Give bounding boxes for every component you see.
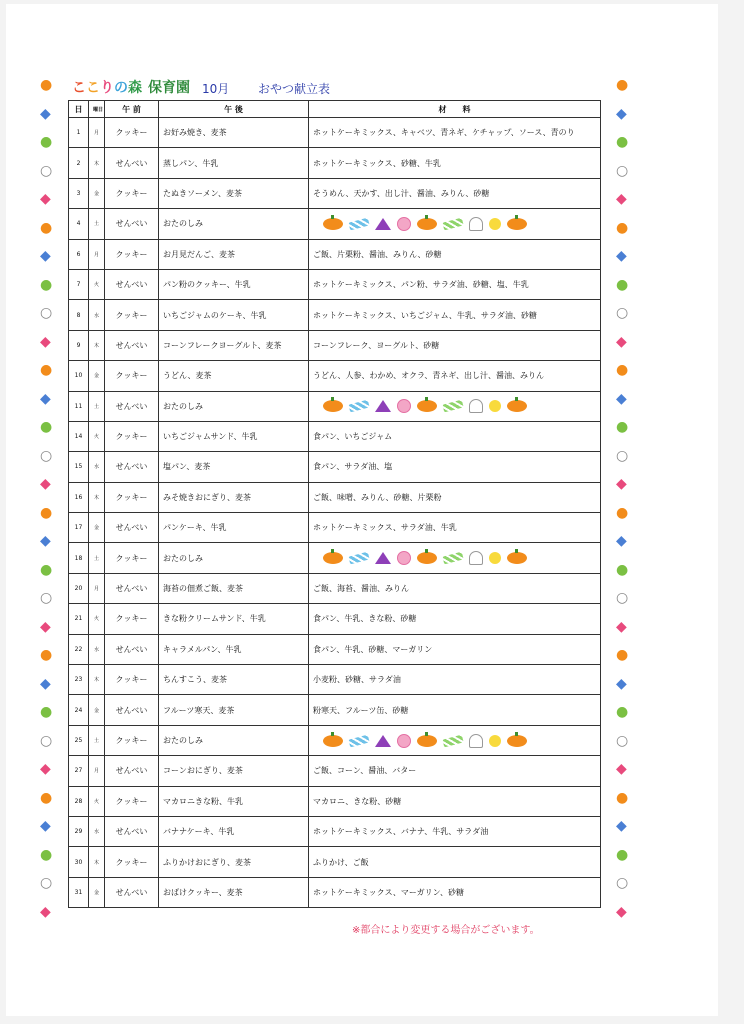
date-cell: 9 — [69, 330, 89, 360]
pumpkin-icon — [507, 552, 527, 564]
pumpkin-icon — [507, 218, 527, 230]
ingredients-cell: ご飯、片栗粉、醤油、みりん、砂糖 — [309, 239, 601, 269]
table-row — [69, 391, 601, 421]
lollipop-icon: ● — [616, 134, 629, 150]
witch-hat-icon — [375, 735, 391, 747]
pm-snack-cell: パンケーキ、牛乳 — [159, 513, 309, 543]
weekday-cell: 木 — [89, 148, 105, 178]
pumpkin-icon: ● — [616, 77, 629, 93]
date-cell: 15 — [69, 452, 89, 482]
weekday-cell: 水 — [89, 300, 105, 330]
candy-icon: ◆ — [616, 191, 627, 207]
pm-snack-cell: おたのしみ — [159, 725, 309, 755]
am-snack-cell: クッキー — [105, 178, 159, 208]
ingredients-cell: ご飯、海苔、醤油、みりん — [309, 573, 601, 603]
am-snack-cell: せんべい — [105, 816, 159, 846]
am-snack-cell: せんべい — [105, 391, 159, 421]
pm-snack-cell: 蒸しパン、牛乳 — [159, 148, 309, 178]
pm-snack-cell: フルーツ寒天、麦茶 — [159, 695, 309, 725]
pm-snack-cell: マカロニきな粉、牛乳 — [159, 786, 309, 816]
table-row — [69, 361, 601, 391]
pm-snack-cell: パン粉のクッキー、牛乳 — [159, 269, 309, 299]
pumpkin-icon — [323, 400, 343, 412]
witch-hat-icon: ◆ — [40, 105, 51, 122]
weekday-cell: 土 — [89, 725, 105, 755]
am-snack-cell: クッキー — [105, 543, 159, 573]
table-row — [69, 421, 601, 451]
pm-snack-cell: バナナケーキ、牛乳 — [159, 816, 309, 846]
pumpkin-icon: ● — [40, 362, 53, 378]
ingredients-cell: そうめん、天かす、出し汁、醤油、みりん、砂糖 — [309, 178, 601, 208]
date-cell: 18 — [69, 543, 89, 573]
candy-icon: ◆ — [616, 618, 627, 635]
date-cell: 29 — [69, 816, 89, 846]
pm-snack-cell: 海苔の佃煮ご飯、麦茶 — [159, 573, 309, 603]
ingredients-cell: 食パン、牛乳、きな粉、砂糖 — [309, 604, 601, 634]
page-title: おやつ献立表 — [258, 82, 331, 96]
ingredients-cell — [309, 391, 601, 421]
ingredients-cell: コーンフレーク、ヨーグルト、砂糖 — [309, 330, 601, 360]
am-snack-cell: せんべい — [105, 756, 159, 786]
ingredients-cell: ホットケーキミックス、サラダ油、牛乳 — [309, 513, 601, 543]
witch-hat-icon: ◆ — [616, 818, 627, 834]
lollipop-icon — [489, 400, 501, 412]
table-row — [69, 756, 601, 786]
weekday-cell: 水 — [89, 452, 105, 482]
brand-logo — [72, 76, 190, 98]
am-snack-cell: クッキー — [105, 361, 159, 391]
ingredients-cell: ご飯、味噌、みりん、砂糖、片栗粉 — [309, 482, 601, 512]
weekday-cell: 月 — [89, 118, 105, 148]
candy-icon: ◆ — [616, 903, 627, 920]
halloween-decoration — [313, 734, 596, 748]
candy-icon — [348, 552, 369, 565]
candy-icon: ◆ — [40, 333, 51, 350]
date-cell: 17 — [69, 513, 89, 543]
table-row — [69, 239, 601, 269]
date-cell: 23 — [69, 665, 89, 695]
date-cell: 2 — [69, 148, 89, 178]
am-snack-cell: クッキー — [105, 604, 159, 634]
pumpkin-icon: ● — [616, 647, 629, 663]
ghost-icon: ○ — [616, 732, 629, 749]
pm-snack-cell: いちごジャムのケーキ、牛乳 — [159, 300, 309, 330]
am-snack-cell: せんべい — [105, 209, 159, 239]
weekday-cell: 金 — [89, 513, 105, 543]
pm-snack-cell: 塩パン、麦茶 — [159, 452, 309, 482]
lollipop-icon — [489, 735, 501, 747]
date-cell: 7 — [69, 269, 89, 299]
ghost-icon: ○ — [40, 875, 53, 891]
weekday-cell: 火 — [89, 604, 105, 634]
am-snack-cell: クッキー — [105, 239, 159, 269]
pm-snack-cell: ちんすこう、麦茶 — [159, 665, 309, 695]
date-cell: 28 — [69, 786, 89, 816]
lollipop-icon — [489, 218, 501, 230]
date-cell: 1 — [69, 118, 89, 148]
am-snack-cell: せんべい — [105, 877, 159, 907]
ingredients-cell: 粉寒天、フルーツ缶、砂糖 — [309, 695, 601, 725]
pumpkin-icon: ● — [616, 219, 629, 236]
date-cell: 11 — [69, 391, 89, 421]
date-cell: 30 — [69, 847, 89, 877]
ghost-icon: ○ — [40, 590, 53, 606]
pumpkin-icon — [417, 218, 437, 230]
candy-icon: ◆ — [40, 618, 51, 635]
ingredients-cell: 小麦粉、砂糖、サラダ油 — [309, 665, 601, 695]
weekday-cell: 金 — [89, 877, 105, 907]
brand-char: の — [114, 80, 128, 96]
am-snack-cell: せんべい — [105, 513, 159, 543]
ghost-icon: ○ — [40, 162, 53, 179]
pumpkin-icon: ● — [616, 362, 629, 378]
change-notice: ※都合により変更する場合がございます。 — [352, 925, 540, 936]
header-ingredients: 材 料 — [309, 101, 601, 118]
pm-snack-cell: みそ焼きおにぎり、麦茶 — [159, 482, 309, 512]
candy-icon: ◆ — [616, 333, 627, 350]
month-label: 10月 — [202, 82, 230, 96]
candy-icon: ◆ — [40, 191, 51, 207]
pumpkin-icon — [323, 218, 343, 230]
witch-hat-icon: ◆ — [40, 818, 51, 834]
brand-sub: 保育園 — [148, 80, 190, 96]
witch-hat-icon: ◆ — [616, 105, 627, 122]
brand-char: こ — [72, 80, 86, 96]
lollipop-icon: ● — [40, 704, 53, 720]
candy-icon: ◆ — [616, 761, 627, 777]
snack-menu-table — [68, 100, 601, 908]
table-row — [69, 847, 601, 877]
pumpkin-icon: ● — [40, 219, 53, 236]
date-cell: 21 — [69, 604, 89, 634]
lollipop-icon: ● — [616, 419, 629, 435]
lollipop-icon — [397, 399, 411, 413]
lollipop-icon — [489, 552, 501, 564]
ghost-icon: ○ — [40, 732, 53, 749]
halloween-decoration — [313, 217, 596, 231]
am-snack-cell: せんべい — [105, 148, 159, 178]
weekday-cell: 火 — [89, 269, 105, 299]
ingredients-cell: 食パン、サラダ油、塩 — [309, 452, 601, 482]
pumpkin-icon — [417, 400, 437, 412]
witch-hat-icon: ◆ — [616, 248, 627, 264]
lollipop-icon: ● — [616, 561, 629, 578]
candy-icon — [442, 734, 463, 747]
ingredients-cell: ホットケーキミックス、いちごジャム、牛乳、サラダ油、砂糖 — [309, 300, 601, 330]
lollipop-icon — [397, 734, 411, 748]
ingredients-cell: ホットケーキミックス、パン粉、サラダ油、砂糖、塩、牛乳 — [309, 269, 601, 299]
ingredients-cell: ホットケーキミックス、砂糖、牛乳 — [309, 148, 601, 178]
pumpkin-icon: ● — [40, 647, 53, 663]
am-snack-cell: せんべい — [105, 634, 159, 664]
table-row — [69, 725, 601, 755]
weekday-cell: 木 — [89, 482, 105, 512]
table-row — [69, 786, 601, 816]
lollipop-icon — [397, 217, 411, 231]
table-row — [69, 300, 601, 330]
am-snack-cell: クッキー — [105, 300, 159, 330]
am-snack-cell: クッキー — [105, 786, 159, 816]
halloween-decoration — [313, 551, 596, 565]
table-row — [69, 269, 601, 299]
pm-snack-cell: コーンフレークヨーグルト、麦茶 — [159, 330, 309, 360]
witch-hat-icon — [375, 218, 391, 230]
ingredients-cell: ご飯、コーン、醤油、バター — [309, 756, 601, 786]
ingredients-cell — [309, 725, 601, 755]
ingredients-cell: ホットケーキミックス、バナナ、牛乳、サラダ油 — [309, 816, 601, 846]
table-row — [69, 543, 601, 573]
ingredients-cell: 食パン、牛乳、砂糖、マーガリン — [309, 634, 601, 664]
date-cell: 16 — [69, 482, 89, 512]
pumpkin-icon: ● — [40, 77, 53, 93]
date-cell: 25 — [69, 725, 89, 755]
table-row — [69, 695, 601, 725]
weekday-cell: 水 — [89, 816, 105, 846]
weekday-cell: 月 — [89, 239, 105, 269]
table-row — [69, 634, 601, 664]
witch-hat-icon: ◆ — [616, 390, 627, 407]
header-weekday: 曜日 — [89, 101, 105, 118]
weekday-cell: 土 — [89, 209, 105, 239]
header-date: 日 — [69, 101, 89, 118]
date-cell: 8 — [69, 300, 89, 330]
witch-hat-icon: ◆ — [40, 675, 51, 692]
am-snack-cell: クッキー — [105, 118, 159, 148]
date-cell: 14 — [69, 421, 89, 451]
table-row — [69, 816, 601, 846]
date-cell: 4 — [69, 209, 89, 239]
pumpkin-icon: ● — [40, 504, 53, 521]
pumpkin-icon — [507, 735, 527, 747]
table-row — [69, 209, 601, 239]
pm-snack-cell: お月見だんご、麦茶 — [159, 239, 309, 269]
ghost-icon: ○ — [616, 305, 629, 321]
weekday-cell: 金 — [89, 178, 105, 208]
pm-snack-cell: おばけクッキー、麦茶 — [159, 877, 309, 907]
am-snack-cell: クッキー — [105, 725, 159, 755]
pm-snack-cell: おたのしみ — [159, 543, 309, 573]
date-cell: 3 — [69, 178, 89, 208]
pumpkin-icon: ● — [40, 789, 53, 806]
witch-hat-icon: ◆ — [40, 248, 51, 264]
table-row — [69, 482, 601, 512]
pumpkin-icon: ● — [616, 789, 629, 806]
ghost-icon: ○ — [616, 590, 629, 606]
pumpkin-icon — [507, 400, 527, 412]
pm-snack-cell: キャラメルパン、牛乳 — [159, 634, 309, 664]
lollipop-icon: ● — [616, 704, 629, 720]
candy-icon — [348, 734, 369, 747]
weekday-cell: 月 — [89, 573, 105, 603]
ingredients-cell: ふりかけ、ご飯 — [309, 847, 601, 877]
lollipop-icon — [397, 551, 411, 565]
date-cell: 6 — [69, 239, 89, 269]
weekday-cell: 火 — [89, 786, 105, 816]
pm-snack-cell: いちごジャムサンド、牛乳 — [159, 421, 309, 451]
header-am: 午 前 — [105, 101, 159, 118]
candy-icon: ◆ — [40, 903, 51, 920]
lollipop-icon: ● — [40, 846, 53, 863]
pm-snack-cell: ふりかけおにぎり、麦茶 — [159, 847, 309, 877]
date-cell: 27 — [69, 756, 89, 786]
weekday-cell: 木 — [89, 330, 105, 360]
lollipop-icon: ● — [616, 276, 629, 293]
weekday-cell: 土 — [89, 391, 105, 421]
lollipop-icon: ● — [40, 419, 53, 435]
table-header-row — [69, 101, 601, 118]
table-row — [69, 604, 601, 634]
weekday-cell: 月 — [89, 756, 105, 786]
witch-hat-icon — [375, 400, 391, 412]
witch-hat-icon: ◆ — [616, 675, 627, 692]
halloween-decoration — [313, 399, 596, 413]
weekday-cell: 土 — [89, 543, 105, 573]
date-cell: 31 — [69, 877, 89, 907]
pm-snack-cell: コーンおにぎり、麦茶 — [159, 756, 309, 786]
pm-snack-cell: おたのしみ — [159, 391, 309, 421]
ghost-icon: ○ — [616, 162, 629, 179]
ingredients-cell: マカロニ、きな粉、砂糖 — [309, 786, 601, 816]
table-row — [69, 148, 601, 178]
lollipop-icon: ● — [40, 134, 53, 150]
ghost-icon: ○ — [40, 305, 53, 321]
lollipop-icon: ● — [616, 846, 629, 863]
ingredients-cell: 食パン、いちごジャム — [309, 421, 601, 451]
table-row — [69, 513, 601, 543]
lollipop-icon: ● — [40, 561, 53, 578]
candy-icon — [442, 552, 463, 565]
brand-char: り — [100, 80, 114, 96]
pumpkin-icon — [417, 735, 437, 747]
table-row — [69, 330, 601, 360]
candy-icon — [348, 217, 369, 230]
pm-snack-cell: おたのしみ — [159, 209, 309, 239]
am-snack-cell: せんべい — [105, 330, 159, 360]
date-cell: 24 — [69, 695, 89, 725]
ingredients-cell: ホットケーキミックス、マーガリン、砂糖 — [309, 877, 601, 907]
header-pm: 午 後 — [159, 101, 309, 118]
pm-snack-cell: きな粉クリームサンド、牛乳 — [159, 604, 309, 634]
candy-icon — [442, 400, 463, 413]
am-snack-cell: クッキー — [105, 665, 159, 695]
pumpkin-icon — [323, 552, 343, 564]
ingredients-cell: うどん、人参、わかめ、オクラ、青ネギ、出し汁、醤油、みりん — [309, 361, 601, 391]
pm-snack-cell: たぬきソーメン、麦茶 — [159, 178, 309, 208]
table-row — [69, 877, 601, 907]
lollipop-icon: ● — [40, 276, 53, 293]
weekday-cell: 木 — [89, 665, 105, 695]
witch-hat-icon — [375, 552, 391, 564]
date-cell: 10 — [69, 361, 89, 391]
am-snack-cell: クッキー — [105, 482, 159, 512]
candy-icon — [442, 217, 463, 230]
table-row — [69, 118, 601, 148]
am-snack-cell: せんべい — [105, 269, 159, 299]
pumpkin-icon: ● — [616, 504, 629, 521]
brand-char: こ — [86, 80, 100, 96]
table-row — [69, 665, 601, 695]
am-snack-cell: クッキー — [105, 421, 159, 451]
am-snack-cell: クッキー — [105, 847, 159, 877]
table-row — [69, 573, 601, 603]
pm-snack-cell: うどん、麦茶 — [159, 361, 309, 391]
candy-icon: ◆ — [40, 476, 51, 492]
ghost-icon: ○ — [616, 447, 629, 464]
weekday-cell: 金 — [89, 361, 105, 391]
am-snack-cell: せんべい — [105, 452, 159, 482]
am-snack-cell: せんべい — [105, 695, 159, 725]
candy-icon — [348, 400, 369, 413]
witch-hat-icon: ◆ — [40, 533, 51, 549]
candy-icon: ◆ — [616, 476, 627, 492]
weekday-cell: 金 — [89, 695, 105, 725]
am-snack-cell: せんべい — [105, 573, 159, 603]
witch-hat-icon: ◆ — [40, 390, 51, 407]
ghost-icon: ○ — [40, 447, 53, 464]
pm-snack-cell: お好み焼き、麦茶 — [159, 118, 309, 148]
ghost-icon — [469, 217, 483, 231]
weekday-cell: 水 — [89, 634, 105, 664]
date-cell: 22 — [69, 634, 89, 664]
table-row — [69, 452, 601, 482]
ghost-icon — [469, 734, 483, 748]
weekday-cell: 火 — [89, 421, 105, 451]
ingredients-cell — [309, 543, 601, 573]
ghost-icon — [469, 399, 483, 413]
ghost-icon: ○ — [616, 875, 629, 891]
ghost-icon — [469, 551, 483, 565]
ingredients-cell: ホットケーキミックス、キャベツ、青ネギ、ケチャップ、ソース、青のり — [309, 118, 601, 148]
ingredients-cell — [309, 209, 601, 239]
date-cell: 20 — [69, 573, 89, 603]
witch-hat-icon: ◆ — [616, 533, 627, 549]
pumpkin-icon — [417, 552, 437, 564]
weekday-cell: 木 — [89, 847, 105, 877]
candy-icon: ◆ — [40, 761, 51, 777]
table-row — [69, 178, 601, 208]
pumpkin-icon — [323, 735, 343, 747]
brand-char: 森 — [128, 80, 142, 96]
